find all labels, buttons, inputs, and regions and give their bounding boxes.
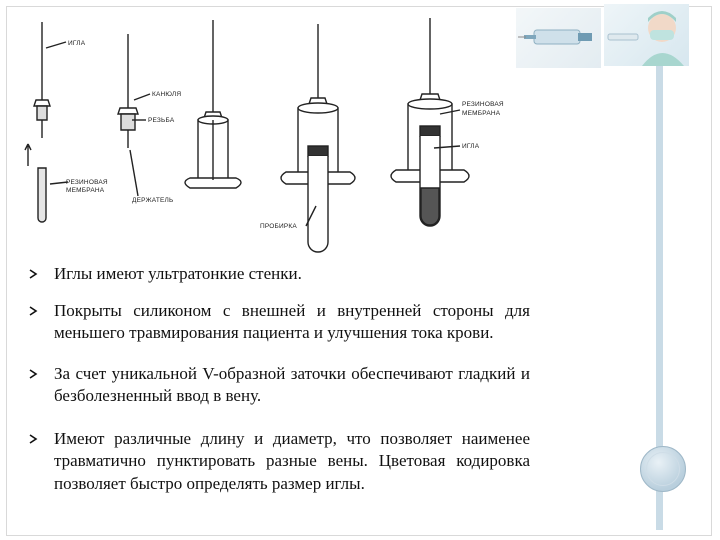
arrow-bullet-icon [28,306,38,316]
medic-photo [604,4,689,66]
label-tube: ПРОБИРКА [260,223,297,230]
label-thread: РЕЗЬБА [148,117,175,124]
bullet-list [20,263,530,495]
bullet-item [20,363,530,408]
vacutainer-photo [516,8,601,68]
decorative-circle-inner [646,452,680,486]
bullet-item [20,263,530,286]
bullet-text: За счет уникальной V-образной заточки обеспечивают гладкий и безболезненный ввод в вену. [54,363,530,405]
needle-holder-diagram [20,8,514,264]
arrow-bullet-icon [28,434,38,444]
label-rubber-membrane-right-1: РЕЗИНОВАЯ [462,101,504,108]
label-holder: ДЕРЖАТЕЛЬ [132,197,174,204]
arrow-bullet-icon [28,269,38,279]
label-needle-left: ИГЛА [68,40,86,47]
decorative-circle [640,446,686,492]
bullet-text: Имеют различные длину и диаметр, что позволяет наименее травматично пунктировать разные вены. Цветовая кодировка позволяет быстро определять размер иглы. [54,428,530,493]
label-rubber-membrane-right-2: МЕМБРАНА [462,110,501,117]
label-cannula: КАНЮЛЯ [152,91,182,98]
label-rubber-membrane-left: РЕЗИНОВАЯ МЕМБРАНА [66,179,108,194]
bullet-text: Покрыты силиконом с внешней и внутренней стороны для меньшего травмирования пациента и улучшения тока крови. [54,300,530,342]
bullet-item [20,428,530,496]
label-needle-right: ИГЛА [462,143,480,150]
medic-photo-drawing [604,4,689,66]
vacutainer-photo-drawing [516,8,601,68]
needle-holder-figure [20,8,514,264]
bullet-item [20,300,530,345]
arrow-bullet-icon [28,369,38,379]
bullet-text: Иглы имеют ультратонкие стенки. [54,264,302,283]
